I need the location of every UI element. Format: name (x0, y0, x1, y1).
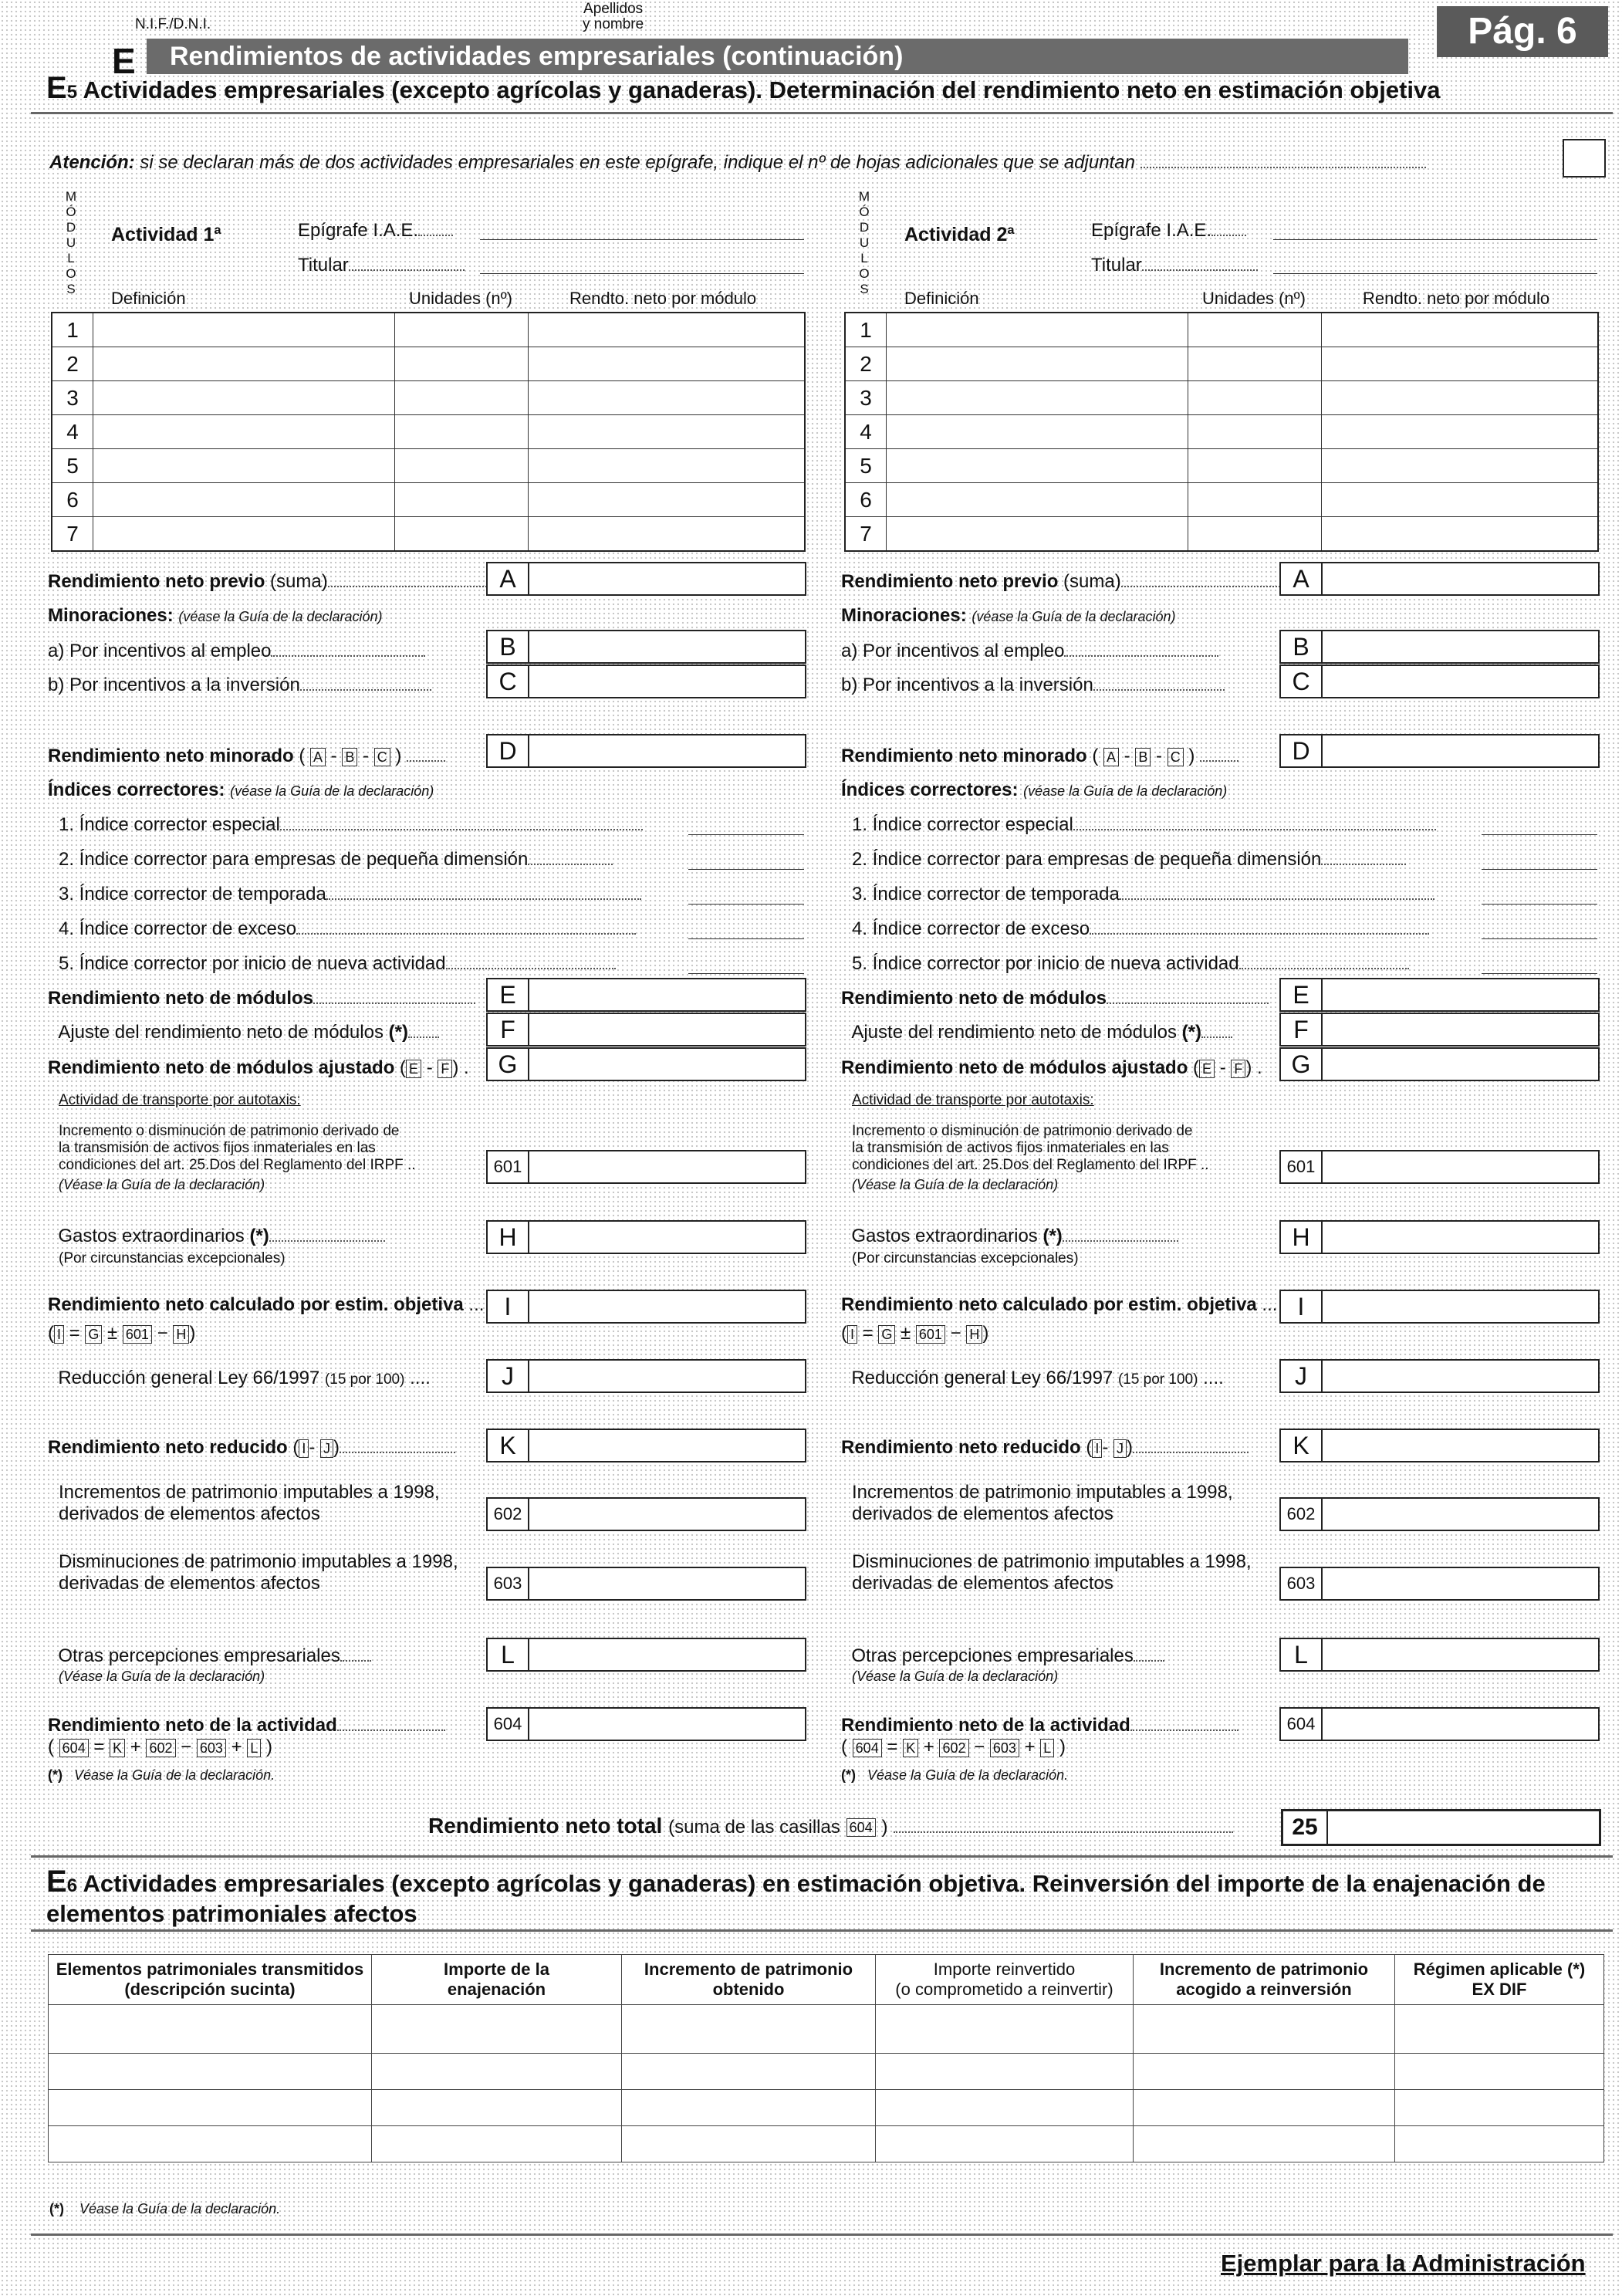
rend-minorado-field[interactable] (486, 734, 806, 768)
dot-leader (894, 1831, 1233, 1833)
box-code: F (488, 1014, 529, 1045)
box-code: E (488, 979, 529, 1010)
unidades-cell[interactable] (395, 517, 529, 552)
rendto-cell[interactable] (1322, 313, 1599, 347)
footer-label: Ejemplar para la Administración (1221, 2250, 1586, 2277)
row-number: 1 (52, 313, 93, 347)
rend-previo-label: Rendimiento neto previo (suma) (48, 571, 490, 593)
unidades-cell[interactable] (395, 347, 529, 381)
col-elementos: Elementos patrimoniales transmitidos (descripción sucinta) (49, 1955, 372, 2005)
box-code: B (488, 631, 529, 662)
indices-label: Índices correctores: (véase la Guía de la declaración) (841, 779, 1228, 800)
minoraciones-label: Minoraciones: (véase la Guía de la declaración) (48, 605, 383, 626)
unidades-cell[interactable] (1188, 313, 1322, 347)
divider (31, 2233, 1613, 2236)
minoracion-inversion-field[interactable] (486, 664, 806, 698)
rend-actividad-label: Rendimiento neto de la actividad (841, 1715, 1238, 1736)
unidades-cell[interactable] (1188, 415, 1322, 449)
box-code: 604 (1281, 1709, 1323, 1740)
casilla-604-field[interactable] (1279, 1707, 1600, 1741)
row-number: 7 (845, 517, 887, 552)
total-end: ) (881, 1817, 888, 1838)
ajuste-modulos-field[interactable] (486, 1013, 806, 1047)
indice-corrector-input[interactable] (688, 938, 804, 939)
epigrafe-input[interactable] (1273, 239, 1597, 240)
box-code: 603 (1281, 1568, 1323, 1599)
indice-corrector-label: 3. Índice corrector de temporada (59, 884, 641, 905)
indices-label: Índices correctores: (véase la Guía de la declaración) (48, 779, 434, 800)
rend-minorado-label: Rendimiento neto minorado ( A - B - C ) (48, 746, 445, 767)
row-number: 3 (52, 381, 93, 415)
box-code: E (1281, 979, 1323, 1010)
e6-title-text: Actividades empresariales (excepto agrícolas y ganaderas) en estimación objetiva. Reinversión del importe de la enajenación de elementos patrimoniales afectos (46, 1870, 1546, 1927)
rend-reducido-label: Rendimiento neto reducido ( I - J ) (841, 1437, 1249, 1459)
indice-corrector-label: 2. Índice corrector para empresas de pequeña dimensión (852, 849, 1406, 871)
apellidos-label: Apellidos y nombre (583, 1, 644, 32)
indice-corrector-label: 5. Índice corrector por inicio de nueva actividad (59, 953, 616, 975)
minoracion-empleo-field[interactable] (486, 630, 806, 664)
box-code: A (1281, 563, 1323, 594)
minoracion-inversion-label: b) Por incentivos a la inversión (841, 675, 1225, 696)
rendto-cell[interactable] (1322, 415, 1599, 449)
modulos-vertical-label: M Ó D U L O S (858, 189, 870, 296)
rendto-cell[interactable] (529, 347, 806, 381)
unidades-cell[interactable] (395, 313, 529, 347)
rend-calculado-field[interactable] (1279, 1290, 1600, 1324)
section-letter: E (112, 41, 136, 81)
activity-column-2 (793, 0, 1604, 1783)
incrementos-label: Incrementos de patrimonio imputables a 1998, derivados de elementos afectos (852, 1482, 1233, 1524)
rendto-cell[interactable] (529, 517, 806, 552)
col-unidades: Unidades (nº) (409, 289, 512, 308)
indice-corrector-label: 3. Índice corrector de temporada (852, 884, 1434, 905)
gastos-note: (Por circunstancias excepcionales) (852, 1250, 1079, 1266)
ajuste-modulos-label: Ajuste del rendimiento neto de módulos (*) (48, 1022, 439, 1043)
table-row[interactable] (49, 2054, 1604, 2090)
rendto-cell[interactable] (529, 449, 806, 483)
box-code: 601 (488, 1151, 529, 1182)
asterisk-note: (*) Véase la Guía de la declaración. (841, 1767, 1069, 1783)
rend-calculado-label: Rendimiento neto calculado por estim. objetiva ... (48, 1294, 485, 1315)
minoracion-empleo-label: a) Por incentivos al empleo (841, 641, 1218, 662)
rend-minorado-field[interactable] (1279, 734, 1600, 768)
total-sub: (suma de las casillas (668, 1817, 840, 1838)
indice-corrector-label: 5. Índice corrector por inicio de nueva actividad (852, 953, 1409, 975)
disminuciones-label: Disminuciones de patrimonio imputables a 1998, derivadas de elementos afectos (852, 1551, 1252, 1594)
otras-percepciones-label: Otras percepciones empresariales (841, 1645, 1164, 1667)
epigrafe-label: Epígrafe I.A.E. (1091, 220, 1246, 242)
rend-modulos-ajustado-label: Rendimiento neto de módulos ajustado ( E - F ) . (48, 1057, 469, 1078)
ajuste-modulos-field[interactable] (1279, 1013, 1600, 1047)
e6-footnote (49, 2201, 280, 2217)
reduccion-general-label: Reducción general Ley 66/1997 (15 por 100) .... (851, 1368, 1224, 1388)
incrementos-label: Incrementos de patrimonio imputables a 1998, derivados de elementos afectos (59, 1482, 440, 1524)
rendto-cell[interactable] (529, 313, 806, 347)
nif-label: N.I.F./D.N.I. (135, 16, 211, 32)
rendto-cell[interactable] (529, 381, 806, 415)
indice-corrector-input[interactable] (688, 904, 804, 905)
rend-modulos-field[interactable] (1279, 978, 1600, 1012)
col-unidades: Unidades (nº) (1202, 289, 1306, 308)
casilla-601-field[interactable] (486, 1150, 806, 1184)
e5-code: E5 (46, 71, 78, 105)
casilla-603-field[interactable] (1279, 1567, 1600, 1601)
box-code: B (1281, 631, 1323, 662)
box-code: C (488, 666, 529, 697)
col-rendto: Rendto. neto por módulo (569, 289, 757, 308)
row-number: 6 (845, 483, 887, 517)
minoracion-inversion-label: b) Por incentivos a la inversión (48, 675, 431, 696)
casilla-602-field[interactable] (486, 1497, 806, 1531)
unidades-cell[interactable] (1188, 381, 1322, 415)
rend-modulos-ajustado-field[interactable] (486, 1047, 806, 1081)
indice-corrector-label: 2. Índice corrector para empresas de pequeña dimensión (59, 849, 613, 871)
titular-label: Titular (298, 255, 465, 276)
indice-corrector-label: 1. Índice corrector especial (852, 814, 1436, 836)
total-field[interactable] (1281, 1809, 1601, 1846)
definicion-cell[interactable] (93, 517, 395, 552)
unidades-cell[interactable] (1188, 483, 1322, 517)
definicion-cell[interactable] (93, 449, 395, 483)
rendto-cell[interactable] (1322, 517, 1599, 552)
definicion-cell[interactable] (887, 449, 1188, 483)
indice-corrector-label: 4. Índice corrector de exceso (852, 918, 1429, 940)
attention-text: si se declaran más de dos actividades empresariales en este epígrafe, indique el nº de hojas adicionales que se adjuntan (140, 152, 1135, 173)
col-definicion: Definición (904, 289, 979, 308)
col-importe: Importe de la enajenación (372, 1955, 622, 2005)
unidades-cell[interactable] (395, 415, 529, 449)
casilla-604-field[interactable] (486, 1707, 806, 1741)
indice-corrector-input[interactable] (688, 834, 804, 835)
epigrafe-input[interactable] (480, 239, 804, 240)
table-row[interactable] (845, 483, 1598, 517)
table-row[interactable] (845, 313, 1598, 347)
minoraciones-label: Minoraciones: (véase la Guía de la declaración) (841, 605, 1176, 626)
rendto-cell[interactable] (529, 483, 806, 517)
minoracion-inversion-field[interactable] (1279, 664, 1600, 698)
casilla-601-field[interactable] (1279, 1150, 1600, 1184)
gastos-note: (Por circunstancias excepcionales) (59, 1250, 286, 1266)
box-code: K (488, 1430, 529, 1461)
taxi-note: (Véase la Guía de la declaración) (852, 1177, 1059, 1192)
unidades-cell[interactable] (395, 381, 529, 415)
divider (31, 1929, 1613, 1932)
total-row (428, 1814, 1233, 1838)
indice-corrector-input[interactable] (688, 869, 804, 870)
row-number: 2 (52, 347, 93, 381)
rend-modulos-ajustado-field[interactable] (1279, 1047, 1600, 1081)
box-code: H (488, 1222, 529, 1253)
col-rendto: Rendto. neto por módulo (1363, 289, 1550, 308)
unidades-cell[interactable] (395, 483, 529, 517)
col-incremento: Incremento de patrimonio obtenido (622, 1955, 876, 2005)
casilla-603-field[interactable] (486, 1567, 806, 1601)
box-code: G (488, 1049, 529, 1080)
taxi-title: Actividad de transporte por autotaxis: (59, 1092, 301, 1108)
box-code: I (488, 1291, 529, 1322)
rend-modulos-ajustado-label: Rendimiento neto de módulos ajustado ( E - F ) . (841, 1057, 1262, 1078)
table-row[interactable] (49, 2090, 1604, 2126)
box-code: 602 (488, 1499, 529, 1530)
box-code: D (1281, 735, 1323, 766)
section-title-bar: Rendimientos de actividades empresariales (continuación) (147, 39, 1408, 74)
unidades-cell[interactable] (1188, 347, 1322, 381)
rend-previo-field[interactable] (486, 562, 806, 596)
rend-actividad-label: Rendimiento neto de la actividad (48, 1715, 445, 1736)
modulos-vertical-label: M Ó D U L O S (65, 189, 77, 296)
box-code: 604 (488, 1709, 529, 1740)
e6-code: E6 (46, 1865, 78, 1899)
indice-corrector-label: 4. Índice corrector de exceso (59, 918, 636, 940)
table-row[interactable] (52, 347, 805, 381)
definicion-cell[interactable] (887, 347, 1188, 381)
box-code: 603 (488, 1568, 529, 1599)
ajuste-modulos-label: Ajuste del rendimiento neto de módulos (*) (841, 1022, 1232, 1043)
table-row[interactable] (52, 449, 805, 483)
e5-title-text: Actividades empresariales (excepto agrícolas y ganaderas). Determinación del rendimiento neto en estimación objetiva (83, 76, 1441, 103)
box-code: J (488, 1361, 529, 1391)
otras-note: (Véase la Guía de la declaración) (852, 1669, 1059, 1684)
reduccion-general-field[interactable] (486, 1359, 806, 1393)
rendto-cell[interactable] (529, 415, 806, 449)
indice-corrector-label: 1. Índice corrector especial (59, 814, 643, 836)
activity-name: Actividad 1ª (111, 224, 221, 245)
row-number: 5 (845, 449, 887, 483)
reduccion-general-field[interactable] (1279, 1359, 1600, 1393)
box-code: F (1281, 1014, 1323, 1045)
box-code: 601 (1281, 1151, 1323, 1182)
otras-note: (Véase la Guía de la declaración) (59, 1669, 265, 1684)
definicion-cell[interactable] (887, 483, 1188, 517)
rend-reducido-field[interactable] (486, 1429, 806, 1462)
table-row[interactable] (52, 313, 805, 347)
box-code: L (1281, 1639, 1323, 1670)
table-row[interactable] (845, 381, 1598, 415)
box-code: C (1281, 666, 1323, 697)
gastos-extra-label: Gastos extraordinarios (*) (841, 1226, 1178, 1247)
table-row[interactable] (845, 449, 1598, 483)
definicion-cell[interactable] (887, 517, 1188, 552)
titular-label: Titular (1091, 255, 1258, 276)
otras-percepciones-field[interactable] (1279, 1638, 1600, 1672)
definicion-cell[interactable] (93, 347, 395, 381)
box-code: D (488, 735, 529, 766)
indice-corrector-input[interactable] (1482, 904, 1597, 905)
taxi-text: Incremento o disminución de patrimonio derivado de la transmisión de activos fijos inmateriales en las condiciones del art. 25.Dos del Reglamento del IRPF .. (59, 1123, 416, 1173)
asterisk-note: (*) Véase la Guía de la declaración. (48, 1767, 275, 1783)
footnote-text: Véase la Guía de la declaración. (79, 2201, 281, 2217)
col-regimen: Régimen aplicable (*) EX DIF (1395, 1955, 1604, 2005)
taxi-title: Actividad de transporte por autotaxis: (852, 1092, 1094, 1108)
unidades-cell[interactable] (1188, 449, 1322, 483)
modulos-table (844, 312, 1599, 552)
e6-title (46, 1865, 1597, 1928)
rend-modulos-field[interactable] (486, 978, 806, 1012)
table-row[interactable] (52, 415, 805, 449)
gastos-extra-field[interactable] (1279, 1220, 1600, 1254)
disminuciones-label: Disminuciones de patrimonio imputables a 1998, derivadas de elementos afectos (59, 1551, 458, 1594)
rend-reducido-field[interactable] (1279, 1429, 1600, 1462)
col-acogido: Incremento de patrimonio acogido a reinversión (1134, 1955, 1395, 2005)
definicion-cell[interactable] (93, 313, 395, 347)
taxi-text: Incremento o disminución de patrimonio derivado de la transmisión de activos fijos inmateriales en las condiciones del art. 25.Dos del Reglamento del IRPF .. (852, 1123, 1209, 1173)
definicion-cell[interactable] (93, 483, 395, 517)
rend-reducido-label: Rendimiento neto reducido ( I - J ) (48, 1437, 455, 1459)
activity-name: Actividad 2ª (904, 224, 1015, 245)
rend-previo-label: Rendimiento neto previo (suma) (841, 571, 1283, 593)
row-number: 3 (845, 381, 887, 415)
indice-corrector-input[interactable] (688, 973, 804, 974)
activity-column-1 (0, 0, 811, 1783)
formula-604: ( 604 = K + 602 − 603 + L ) (48, 1736, 272, 1757)
footnote-star: (*) (49, 2201, 64, 2217)
definicion-cell[interactable] (887, 313, 1188, 347)
gastos-extra-field[interactable] (486, 1220, 806, 1254)
rend-modulos-label: Rendimiento neto de módulos (48, 988, 475, 1009)
titular-input[interactable] (1273, 273, 1597, 274)
formula-i: ( I = G ± 601 − H ) (841, 1323, 989, 1344)
modulos-table (51, 312, 806, 552)
rend-modulos-label: Rendimiento neto de módulos (841, 988, 1269, 1009)
rendto-cell[interactable] (1322, 449, 1599, 483)
table-row[interactable] (49, 2126, 1604, 2162)
row-number: 6 (52, 483, 93, 517)
taxi-note: (Véase la Guía de la declaración) (59, 1177, 265, 1192)
formula-604: ( 604 = K + 602 − 603 + L ) (841, 1736, 1066, 1757)
unidades-cell[interactable] (395, 449, 529, 483)
casilla-602-field[interactable] (1279, 1497, 1600, 1531)
reinversion-table (48, 1954, 1604, 2162)
rend-calculado-field[interactable] (486, 1290, 806, 1324)
col-reinvertido: Importe reinvertido (o comprometido a reinvertir) (876, 1955, 1134, 2005)
indice-corrector-input[interactable] (1482, 834, 1597, 835)
table-row[interactable] (845, 347, 1598, 381)
rend-minorado-label: Rendimiento neto minorado ( A - B - C ) (841, 746, 1238, 767)
titular-input[interactable] (480, 273, 804, 274)
col-definicion: Definición (111, 289, 186, 308)
gastos-extra-label: Gastos extraordinarios (*) (48, 1226, 385, 1247)
page-number: Pág. 6 (1437, 6, 1608, 57)
row-number: 5 (52, 449, 93, 483)
table-row[interactable] (845, 517, 1598, 552)
formula-i: ( I = G ± 601 − H ) (48, 1323, 196, 1344)
box-code: K (1281, 1430, 1323, 1461)
row-number: 4 (52, 415, 93, 449)
box-code: I (1281, 1291, 1323, 1322)
row-number: 7 (52, 517, 93, 552)
total-ref-box: 604 (846, 1818, 876, 1837)
table-row[interactable] (52, 483, 805, 517)
definicion-cell[interactable] (93, 415, 395, 449)
box-code: L (488, 1639, 529, 1670)
rend-previo-field[interactable] (1279, 562, 1600, 596)
otras-percepciones-label: Otras percepciones empresariales (48, 1645, 371, 1667)
rendto-cell[interactable] (1322, 381, 1599, 415)
rendto-cell[interactable] (1322, 483, 1599, 517)
definicion-cell[interactable] (887, 381, 1188, 415)
rend-calculado-label: Rendimiento neto calculado por estim. objetiva ... (841, 1294, 1278, 1315)
box-code: G (1281, 1049, 1323, 1080)
table-row[interactable] (49, 2005, 1604, 2054)
indice-corrector-input[interactable] (1482, 973, 1597, 974)
box-code: J (1281, 1361, 1323, 1391)
row-number: 2 (845, 347, 887, 381)
table-row[interactable] (52, 517, 805, 552)
box-code: 602 (1281, 1499, 1323, 1530)
reduccion-general-label: Reducción general Ley 66/1997 (15 por 100) .... (58, 1368, 431, 1388)
table-row[interactable] (52, 381, 805, 415)
row-number: 1 (845, 313, 887, 347)
unidades-cell[interactable] (1188, 517, 1322, 552)
total-label: Rendimiento neto total (428, 1814, 663, 1838)
definicion-cell[interactable] (887, 415, 1188, 449)
otras-percepciones-field[interactable] (486, 1638, 806, 1672)
attention-label: Atención: (49, 152, 135, 173)
row-number: 4 (845, 415, 887, 449)
rendto-cell[interactable] (1322, 347, 1599, 381)
indice-corrector-input[interactable] (1482, 869, 1597, 870)
divider (31, 1855, 1613, 1858)
box-code: A (488, 563, 529, 594)
definicion-cell[interactable] (93, 381, 395, 415)
indice-corrector-input[interactable] (1482, 938, 1597, 939)
minoracion-empleo-label: a) Por incentivos al empleo (48, 641, 425, 662)
epigrafe-label: Epígrafe I.A.E. (298, 220, 453, 242)
minoracion-empleo-field[interactable] (1279, 630, 1600, 664)
table-row[interactable] (845, 415, 1598, 449)
box-code: H (1281, 1222, 1323, 1253)
total-code: 25 (1283, 1811, 1328, 1844)
